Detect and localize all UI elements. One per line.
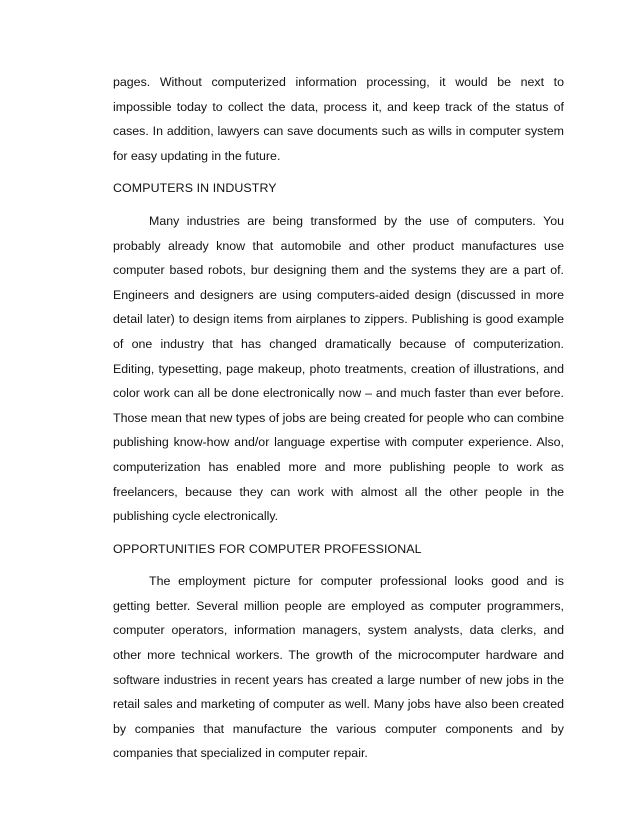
intro-continuation-paragraph: pages. Without computerized information processing, it would be next to impossible today to collect the data, process it, and keep track of the status of cases. In addition, lawyers can save documents such as wills in computer system for easy updating in the future. [113, 75, 564, 163]
section-heading-industry: COMPUTERS IN INDUSTRY [113, 181, 277, 196]
page-content [113, 70, 564, 774]
opportunities-paragraph: The employment picture for computer professional looks good and is getting better. Several million people are employed as computer programmers, computer operators, information managers, system analysts, data clerks, and other more technical workers. The growth of the microcomputer hardware and software industries in recent years has created a large number of new jobs in the retail sales and marketing of computer as well. Many jobs have also been created by companies that manufacture the various computer components and by companies that specialized in computer repair. [113, 574, 564, 761]
section-heading-opportunities: OPPORTUNITIES FOR COMPUTER PROFESSIONAL [113, 541, 422, 556]
industry-paragraph: Many industries are being transformed by the use of computers. You probably already know that automobile and other product manufactures use computer based robots, bur designing them and the systems they are a part of. Engineers and designers are using computers-aided design (discussed in more detail later) to design items from airplanes to zippers. Publishing is good example of one industry that has changed dramatically because of computerization. Editing, typesetting, page makeup, photo treatments, creation of illustrations, and color work can all be done electronically now – and much faster than ever before. Those mean that new types of jobs are being created for people who can combine publishing know-how and/or language expertise with computer experience. Also, computerization has enabled more and more publishing people to work as freelancers, because they can work with almost all the other people in the publishing cycle electronically. [113, 213, 564, 524]
